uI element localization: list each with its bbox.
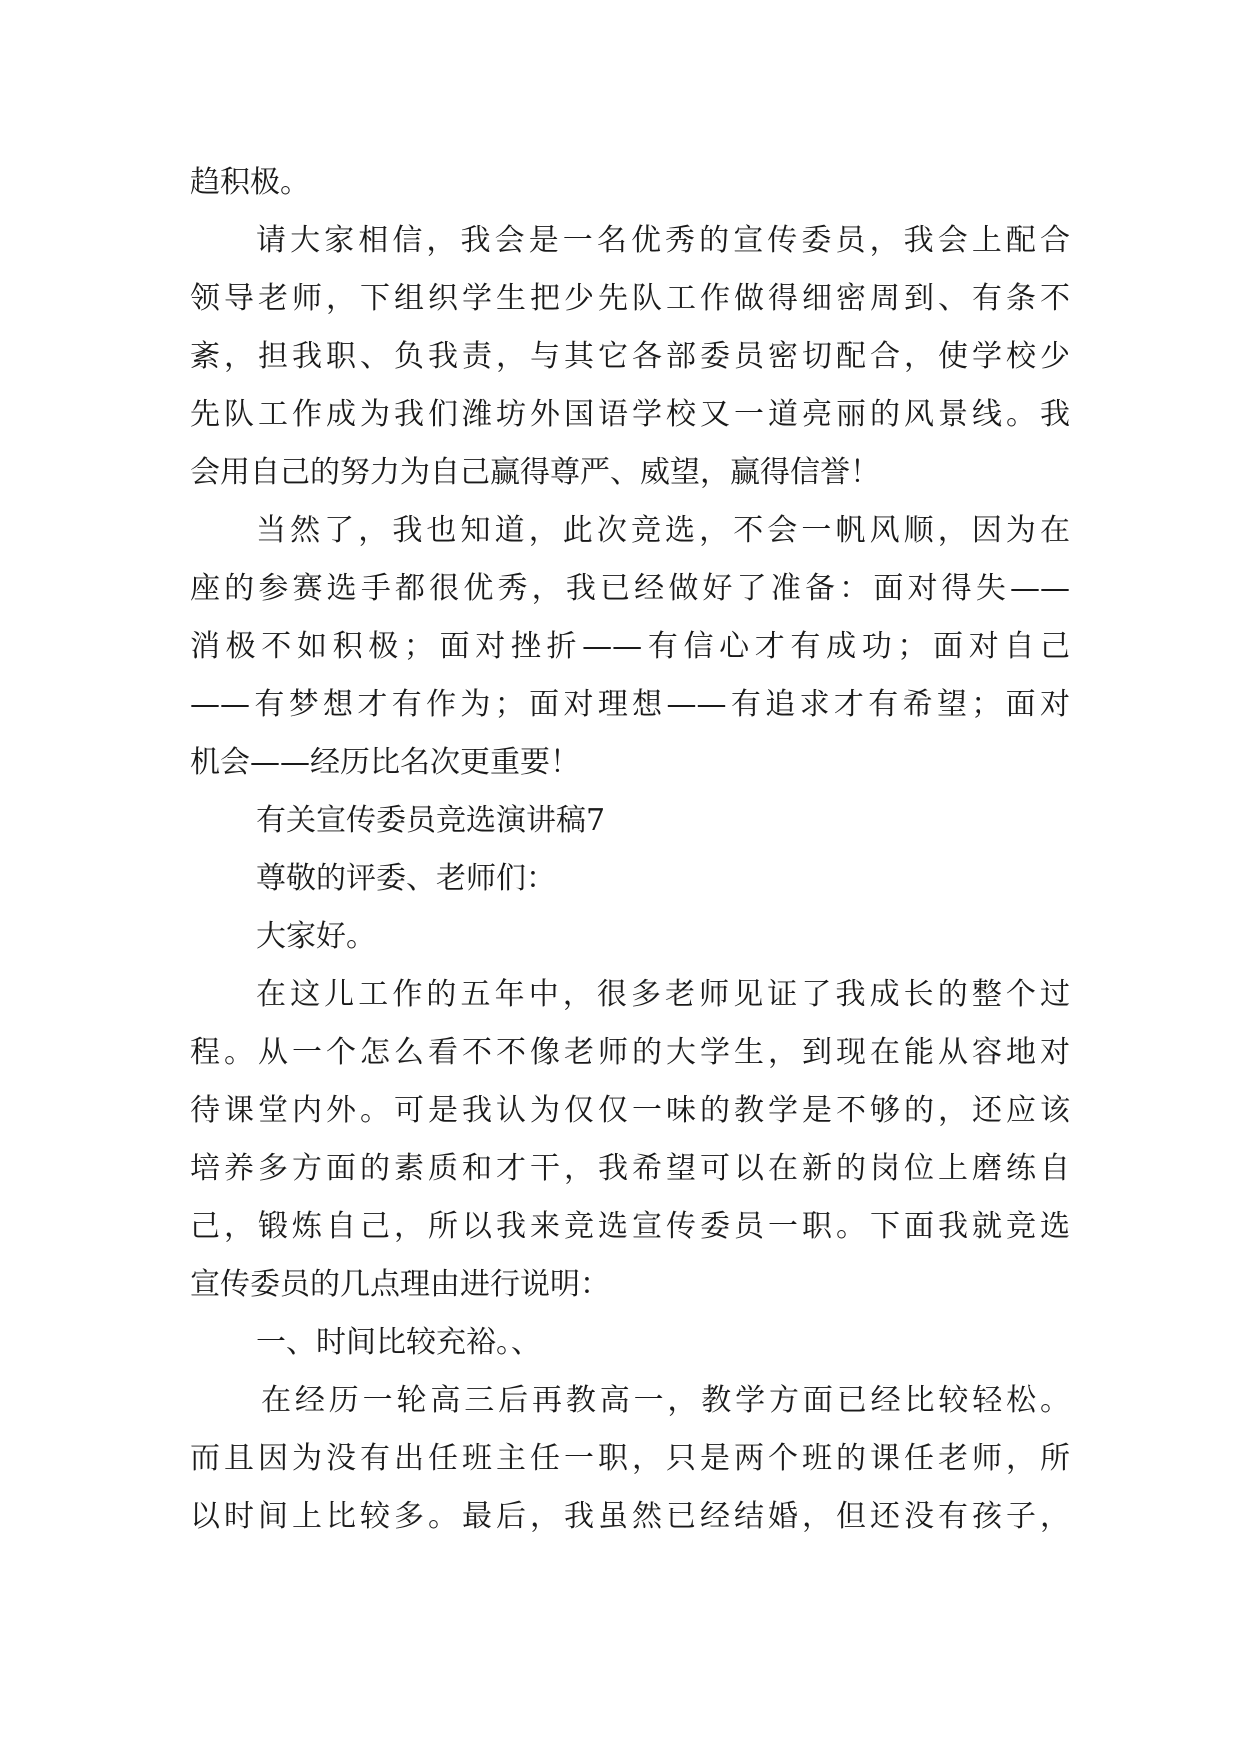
paragraph-start-line: 在这儿工作的五年中，很多老师见证了我成长的整个过 [256, 977, 1070, 1012]
text-line: 座的参赛选手都很优秀，我已经做好了准备：面对得失—— [190, 571, 1070, 606]
text-line: ——有梦想才有作为；面对理想——有追求才有希望；面对 [190, 687, 1070, 722]
text-line: 以时间上比较多。最后，我虽然已经结婚，但还没有孩子， [190, 1499, 1070, 1534]
text-line: 先队工作成为我们潍坊外国语学校又一道亮丽的风景线。我 [190, 397, 1070, 432]
paragraph-start-line: 在经历一轮高三后再教高一，教学方面已经比较轻松。 [261, 1383, 1070, 1418]
text-line: 己，锻炼自己，所以我来竞选宣传委员一职。下面我就竞选 [190, 1209, 1070, 1244]
text-line: 消极不如积极；面对挫折——有信心才有成功；面对自己 [190, 629, 1070, 664]
text-line: 待课堂内外。可是我认为仅仅一味的教学是不够的，还应该 [190, 1093, 1070, 1128]
text-line: 领导老师，下组织学生把少先队工作做得细密周到、有条不 [190, 281, 1070, 316]
text-line: 而且因为没有出任班主任一职，只是两个班的课任老师，所 [190, 1441, 1070, 1476]
body-text [190, 154, 1070, 1546]
text-line: 培养多方面的素质和才干，我希望可以在新的岗位上磨练自 [190, 1151, 1070, 1186]
paragraph-start-line: 请大家相信，我会是一名优秀的宣传委员，我会上配合 [256, 223, 1070, 258]
text-line: 程。从一个怎么看不不像老师的大学生，到现在能从容地对 [190, 1035, 1070, 1070]
text-line: 宣传委员的几点理由进行说明： [190, 1267, 610, 1302]
list-item-heading: 一、时间比较充裕。、 [256, 1325, 541, 1360]
text-line: 紊，担我职、负我责，与其它各部委员密切配合，使学校少 [190, 339, 1070, 374]
salutation: 尊敬的评委、老师们： [256, 861, 556, 896]
section-heading: 有关宣传委员竞选演讲稿7 [256, 803, 606, 838]
paragraph-start-line: 当然了，我也知道，此次竞选，不会一帆风顺，因为在 [256, 513, 1070, 548]
text-line: 会用自己的努力为自己赢得尊严、威望，赢得信誉！ [190, 455, 880, 490]
text-line: 趋积极。 [190, 165, 310, 200]
greeting: 大家好。 [256, 919, 376, 954]
text-line: 机会——经历比名次更重要！ [190, 745, 580, 780]
